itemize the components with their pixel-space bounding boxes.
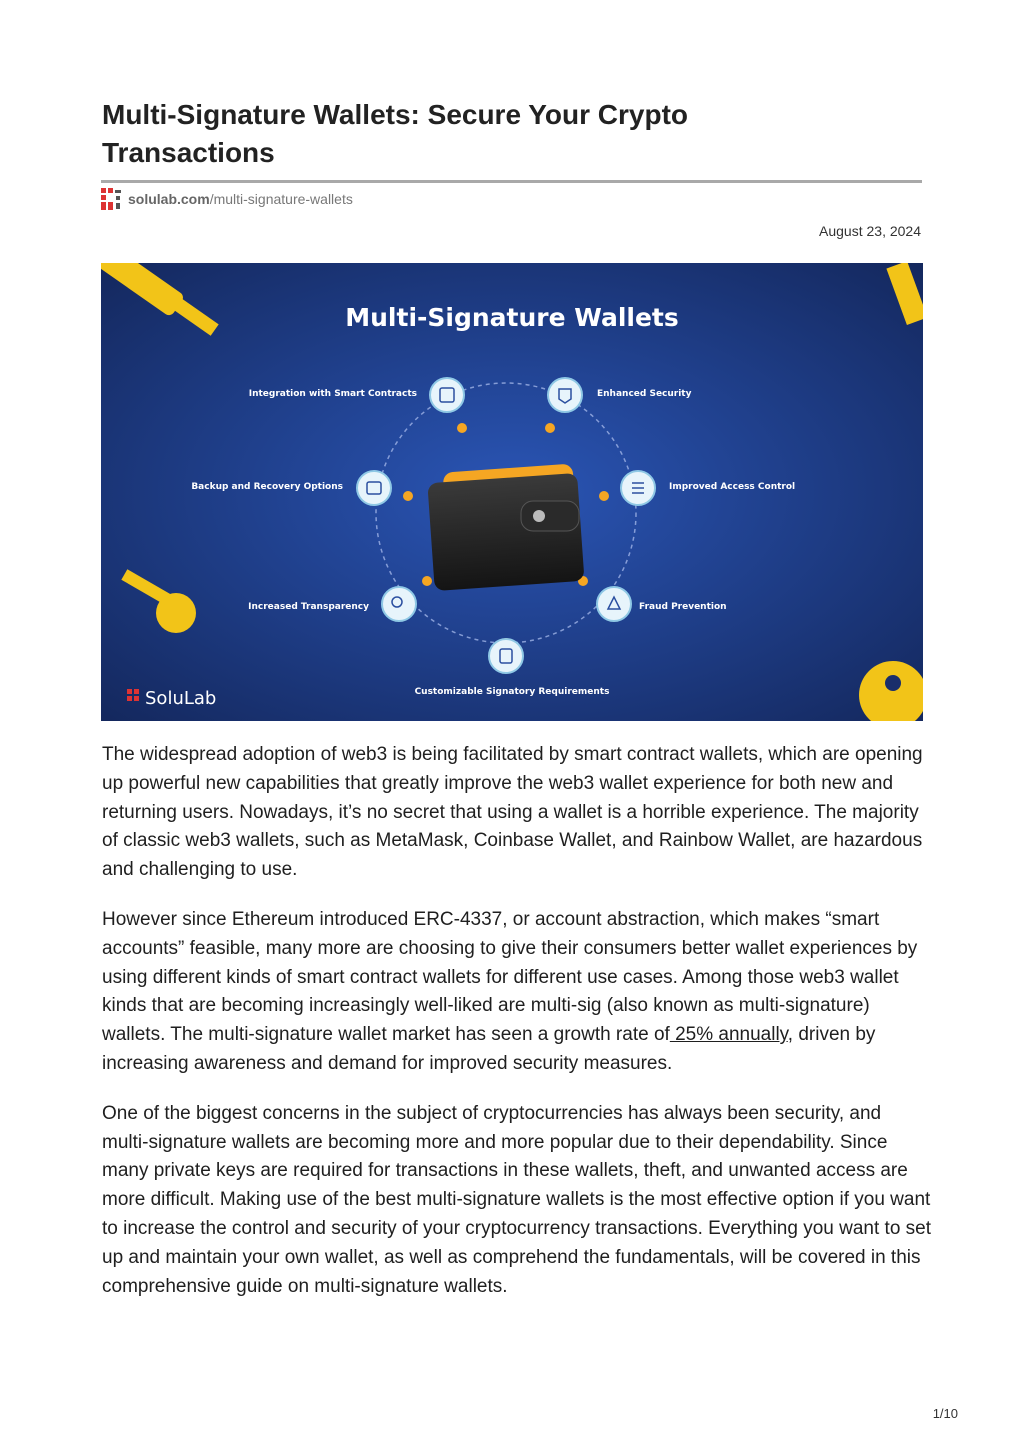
paragraph-2: However since Ethereum introduced ERC-4337, or account abstraction, which makes “smart accounts” feasible, many more are choosing to give their consumers better wallet experiences by using different kinds of smart contract wallets for different use cases. Among those web3 wallet kinds that are becoming increasingly well-liked are multi-sig (also known as multi-signature) wallets. The multi-signature wallet market has seen a growth rate of 25% annually, driven by increasing awareness and demand for improved security measures. [102, 908, 918, 1074]
wallet-icon [427, 464, 584, 592]
solulab-logo-icon [101, 188, 123, 210]
source-line[interactable] [101, 188, 353, 210]
source-domain[interactable]: solulab.com [128, 191, 210, 207]
hero-heading: Multi-Signature Wallets [345, 303, 679, 332]
security-icon [548, 378, 582, 412]
publish-date: August 23, 2024 [819, 223, 921, 239]
feature-signatory: Customizable Signatory Requirements [414, 687, 610, 697]
page-number: 1/10 [932, 1406, 958, 1421]
transparency-icon [382, 587, 416, 621]
feature-fraud: Fraud Prevention [639, 602, 727, 612]
hero-brand: SoluLab [145, 688, 217, 709]
feature-transparency: Increased Transparency [248, 602, 369, 612]
paragraph-1: The widespread adoption of web3 is being facilitated by smart contract wallets, which are opening up powerful new capabilities that greatly improve the web3 wallet experience for both new and returning users. Nowadays, it’s no secret that using a wallet is a horrible experience. The majority of classic web3 wallets, such as MetaMask, Coinbase Wallet, and Rainbow Wallet, are hazardous and challenging to use. [102, 744, 923, 881]
signatory-icon [489, 639, 523, 673]
feature-access: Improved Access Control [669, 482, 796, 492]
smart-contract-icon [430, 378, 464, 412]
feature-integration: Integration with Smart Contracts [248, 389, 417, 399]
fraud-prevention-icon [597, 587, 631, 621]
hero-image [101, 263, 923, 721]
backup-icon [357, 471, 391, 505]
article-title: Multi-Signature Wallets: Secure Your Crypto Transactions [102, 99, 689, 168]
feature-backup: Backup and Recovery Options [191, 482, 343, 492]
title-divider [101, 180, 922, 183]
paragraph-3: One of the biggest concerns in the subject of cryptocurrencies has always been security, and multi-signature wallets are becoming more and more popular due to their dependability. Since many private keys are required for transactions in these wallets, theft, and unwanted access are more difficult. Making use of the best multi-signature wallets is the most effective option if you want to increase the control and security of your cryptocurrency transactions. Everything you want to set up and maintain your own wallet, as well as comprehend the fundamentals, will be covered in this comprehensive guide on multi-signature wallets. [102, 1102, 932, 1297]
feature-security: Enhanced Security [597, 389, 692, 399]
growth-rate-link[interactable]: 25% annually [669, 1024, 788, 1046]
article-body [102, 741, 932, 1322]
source-path[interactable]: /multi-signature-wallets [209, 191, 353, 207]
